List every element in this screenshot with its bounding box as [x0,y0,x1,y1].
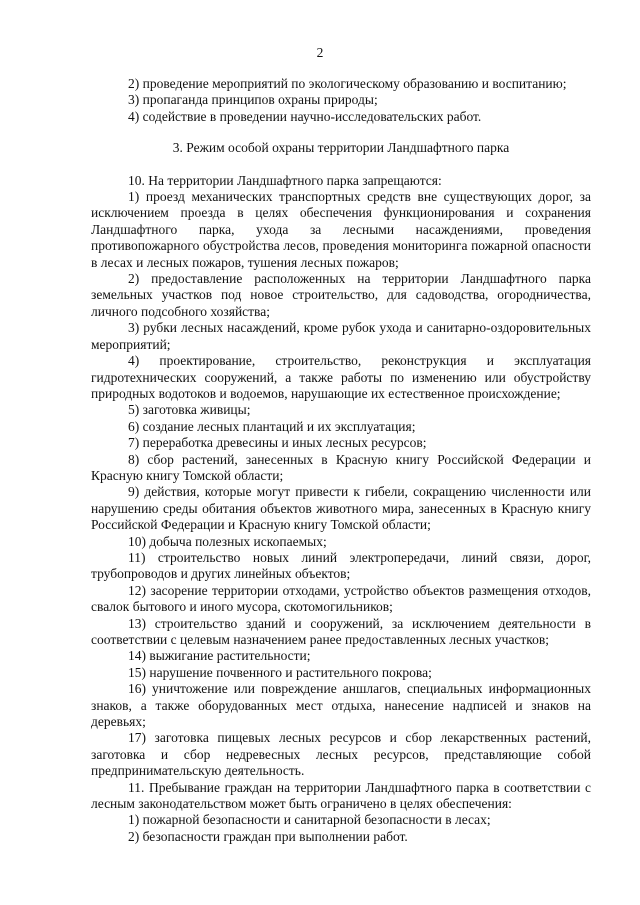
intro-item: 2) проведение мероприятий по экологическому образованию и воспитанию; [128,76,567,91]
intro-item: 3) пропаганда принципов охраны природы; [128,92,378,108]
clause-11-heading: 11. Пребывание граждан на территории Ландшафтного парка в соответствии с лесным законодательством может быть ограничено в целях обеспечения: [91,779,591,812]
prohibition-item: 4) проектирование, строительство, реконструкция и эксплуатация гидротехнических сооружений, а также работы по изменению или обустройству природных водотоков и водоемов, нарушающие их естественное происхождение; [91,353,591,401]
document-body [91,76,591,845]
prohibition-item: 15) нарушение почвенного и растительного покрова; [128,664,432,680]
prohibition-item: 1) проезд механических транспортных средств вне существующих дорог, за исключением проезда в целях обеспечения функционирования и сохранения Ландшафтного парка, ухода за лесными насаждениями, проведения противопожарного обустройства лесов, проведения мониторинга пожарной опасности в лесах и лесных пожаров, тушения лесных пожаров; [91,189,591,270]
prohibition-item: 16) уничтожение или повреждение аншлагов, специальных информационных знаков, а также оборудованных мест отдыха, нанесение надписей и знаков на деревьях; [91,681,591,730]
prohibition-item: 3) рубки лесных насаждений, кроме рубок ухода и санитарно-оздоровительных мероприятий; [91,320,591,352]
page-number: 2 [316,45,324,60]
intro-item: 4) содействие в проведении научно-исследовательских работ. [128,108,482,124]
clause-11-item: 1) пожарной безопасности и санитарной безопасности в лесах; [128,812,491,828]
prohibition-item: 2) предоставление расположенных на территории Ландшафтного парка земельных участков под новое строительство, для садоводства, огородничества, личного подсобного хозяйства; [91,271,591,319]
prohibition-item: 7) переработка древесины и иных лесных ресурсов; [128,435,427,451]
prohibition-item: 5) заготовка живицы; [128,402,251,418]
clause-11-item: 2) безопасности граждан при выполнении работ. [128,828,408,844]
prohibition-item: 14) выжигание растительности; [128,648,311,664]
clause-10-heading: 10. На территории Ландшафтного парка запрещаются: [128,172,442,188]
prohibition-item: 13) строительство зданий и сооружений, за исключением деятельности в соответствии с целевым назначением ранее предоставленных лесных участков; [91,615,591,647]
prohibition-item: 8) сбор растений, занесенных в Красную книгу Российской Федерации и Красную книгу Томской области; [91,451,591,483]
prohibition-item: 6) создание лесных плантаций и их эксплуатация; [128,418,416,434]
prohibition-item: 10) добыча полезных ископаемых; [128,533,327,549]
prohibition-item: 12) засорение территории отходами, устройство объектов размещения отходов, свалок бытового и иного мусора, скотомогильников; [91,582,591,615]
prohibition-item: 11) строительство новых линий электропередачи, линий связи, дорог, трубопроводов и других линейных объектов; [91,549,591,582]
prohibition-item: 9) действия, которые могут привести к гибели, сокращению численности или нарушению среды обитания объектов животного мира, занесенных в Красную книгу Российской Федерации и Красную книгу Томской области; [91,484,591,533]
prohibition-item: 17) заготовка пищевых лесных ресурсов и сбор лекарственных растений, заготовка и сбор недревесных лесных ресурсов, представляющие собой предпринимательскую деятельность. [91,730,591,779]
section-title: 3. Режим особой охраны территории Ландшафтного парка [172,140,510,156]
